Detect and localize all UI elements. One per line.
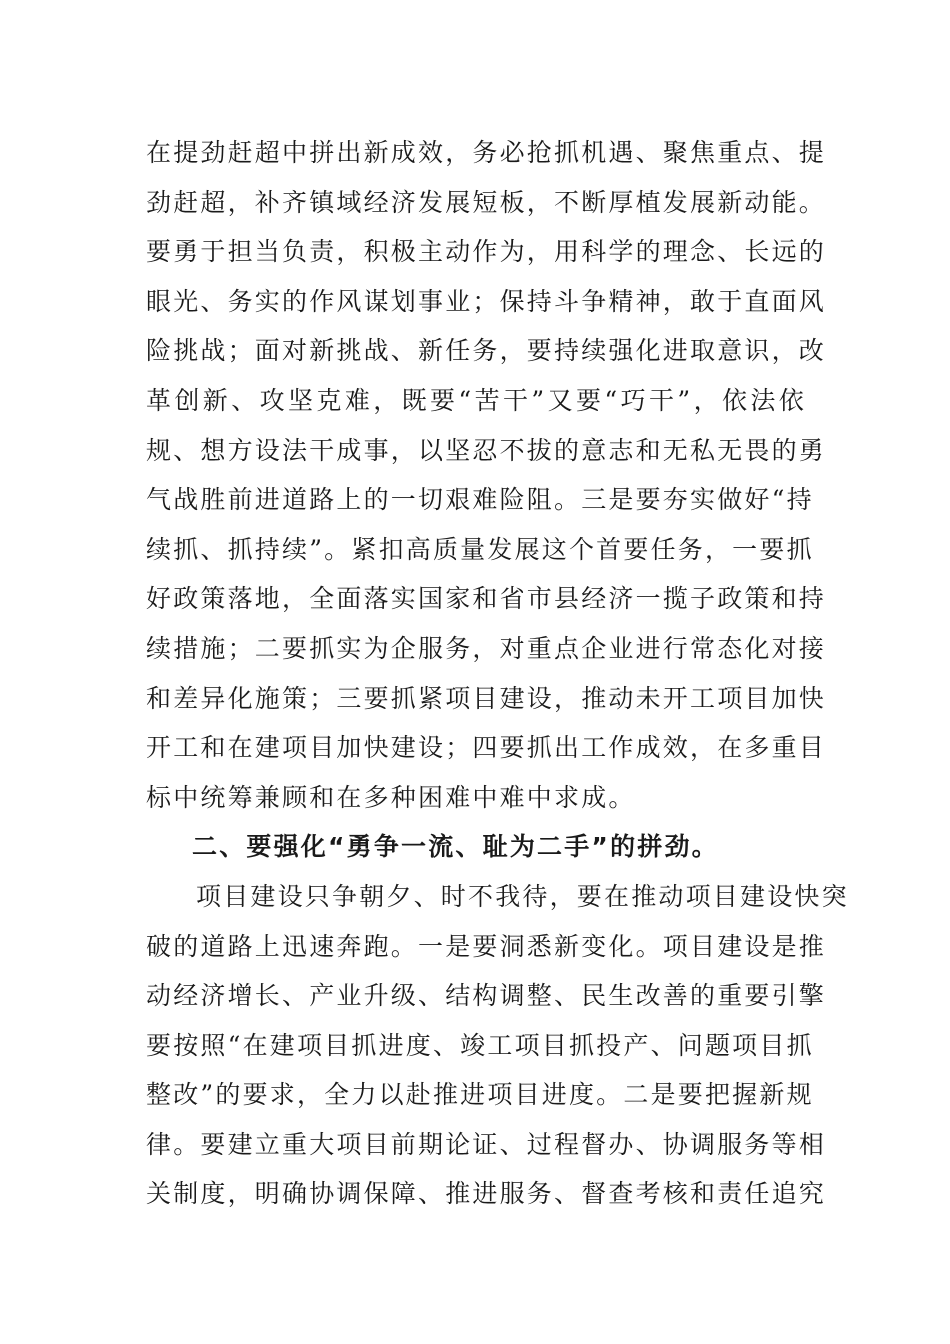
text-line: 标中统筹兼顾和在多种困难中难中求成。: [146, 782, 636, 812]
section-heading: 二、要强化“勇争一流、耻为二手”的拼劲。: [192, 832, 719, 862]
text-line: 破的道路上迅速奔跑。一是要洞悉新变化。项目建设是推: [146, 931, 827, 961]
text-line: 好政策落地，全面落实国家和省市县经济一揽子政策和持: [146, 584, 827, 614]
text-line: 开工和在建项目加快建设；四要抓出工作成效，在多重目: [146, 733, 827, 763]
text-line: 续抓、抓持续”。紧扣高质量发展这个首要任务，一要抓: [146, 534, 814, 564]
text-line: 规、想方设法干成事，以坚忍不拔的意志和无私无畏的勇: [146, 435, 827, 465]
paragraph-2: [146, 872, 849, 1219]
text-line: 要勇于担当负责，积极主动作为，用科学的理念、长远的: [146, 237, 827, 267]
text-line: 和差异化施策；三要抓紧项目建设，推动未开工项目加快: [146, 683, 827, 713]
text-line: 动经济增长、产业升级、结构调整、民生改善的重要引擎: [146, 981, 827, 1011]
text-line: 劲赶超，补齐镇域经济发展短板，不断厚植发展新动能。: [146, 187, 827, 217]
text-line: 要按照“在建项目抓进度、竣工项目抓投产、问题项目抓: [146, 1030, 814, 1060]
document-page: [146, 128, 849, 1219]
text-line: 眼光、务实的作风谋划事业；保持斗争精神，敢于直面风: [146, 286, 827, 316]
text-line: 在提劲赶超中拼出新成效，务必抢抓机遇、聚焦重点、提: [146, 138, 827, 167]
text-line: 项目建设只争朝夕、时不我待，要在推动项目建设快突: [196, 881, 849, 911]
text-line: 关制度，明确协调保障、推进服务、督查考核和责任追究: [146, 1179, 827, 1209]
text-line: 气战胜前进道路上的一切艰难险阻。三是要夯实做好“持: [146, 485, 814, 515]
text-line: 整改”的要求，全力以赴推进项目进度。二是要把握新规: [146, 1080, 814, 1110]
paragraph-1: [146, 128, 827, 822]
text-line: 险挑战；面对新挑战、新任务，要持续强化进取意识，改: [146, 336, 827, 366]
text-line: 律。要建立重大项目前期论证、过程督办、协调服务等相: [146, 1129, 827, 1159]
text-line: 续措施；二要抓实为企服务，对重点企业进行常态化对接: [146, 633, 827, 663]
text-line: 革创新、攻坚克难，既要“苦干”又要“巧干”，依法依: [146, 385, 806, 415]
